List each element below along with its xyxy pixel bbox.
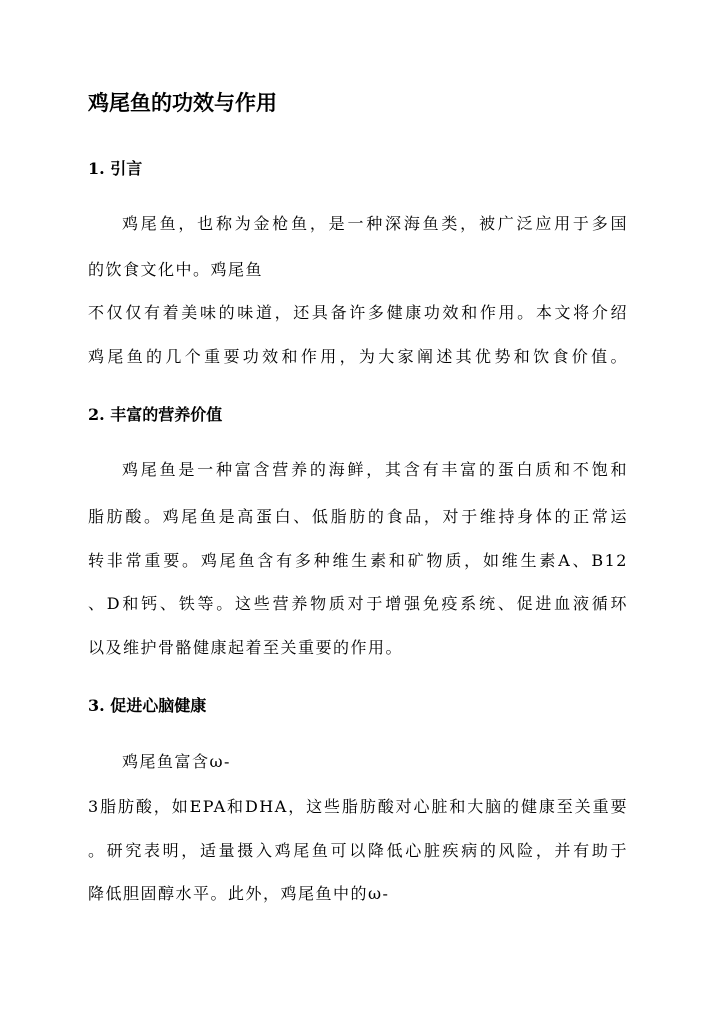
paragraph-line: 的饮食文化中。鸡尾鱼 <box>88 260 264 279</box>
paragraph-line: 3脂肪酸，如EPA和DHA，这些脂肪酸对心脏和大脑的健康至关重要 <box>88 797 628 816</box>
paragraph-line: 鸡尾鱼是一种富含营养的海鲜，其含有丰富的蛋白质和不饱和 <box>122 460 628 479</box>
paragraph-line: 、D和钙、铁等。这些营养物质对于增强免疫系统、促进血液循环 <box>88 594 628 613</box>
paragraph-line: 以及维护骨骼健康起着至关重要的作用。 <box>88 638 404 657</box>
paragraph-line: 。研究表明，适量摄入鸡尾鱼可以降低心脏疾病的风险，并有助于 <box>88 841 628 860</box>
document-title: 鸡尾鱼的功效与作用 <box>88 90 277 115</box>
paragraph-line: 不仅仅有着美味的味道，还具备许多健康功效和作用。本文将介绍 <box>88 303 628 322</box>
section-heading-heart-brain: 3. 促进心脑健康 <box>88 696 207 715</box>
paragraph-line: 鸡尾鱼的几个重要功效和作用，为大家阐述其优势和饮食价值。 <box>88 347 628 366</box>
paragraph-line: 鸡尾鱼富含ω- <box>122 752 231 771</box>
paragraph-line: 鸡尾鱼，也称为金枪鱼，是一种深海鱼类，被广泛应用于多国 <box>122 214 628 233</box>
section-heading-nutrition: 2. 丰富的营养价值 <box>88 405 223 424</box>
section-heading-introduction: 1. 引言 <box>88 159 143 178</box>
paragraph-line: 转非常重要。鸡尾鱼含有多种维生素和矿物质，如维生素A、B12 <box>88 551 628 570</box>
paragraph-line: 脂肪酸。鸡尾鱼是高蛋白、低脂肪的食品，对于维持身体的正常运 <box>88 507 628 526</box>
paragraph-line: 降低胆固醇水平。此外，鸡尾鱼中的ω- <box>88 884 390 903</box>
